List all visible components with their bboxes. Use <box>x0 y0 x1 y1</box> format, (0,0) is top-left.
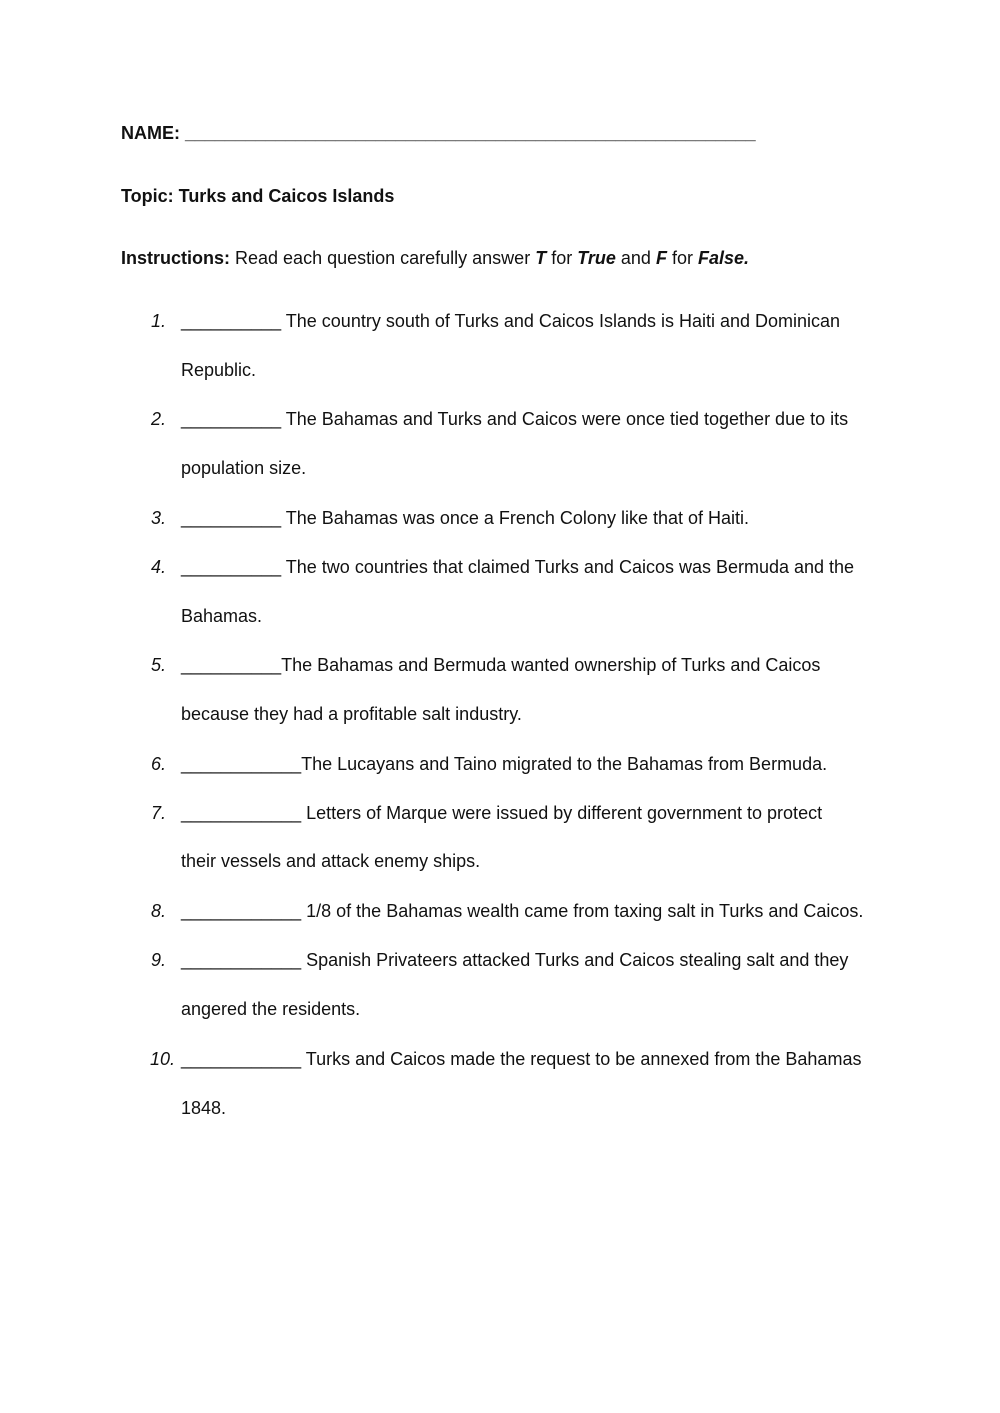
instructions-t: T <box>535 248 547 268</box>
instructions-text-4: for <box>666 248 698 268</box>
question-number: 10. <box>149 1049 175 1069</box>
instructions-true: True <box>577 248 616 268</box>
question-number: 4. <box>150 557 166 577</box>
instructions-false: False. <box>697 248 749 268</box>
question-number: 7. <box>150 803 166 823</box>
name-field <box>121 121 756 145</box>
question-text: ____________ Turks and Caicos made the request to be annexed from the Bahamas <box>181 1049 862 1069</box>
instructions-text-3: and <box>615 248 656 268</box>
question-text: ____________ Letters of Marque were issued by different government to protect <box>181 803 823 823</box>
instructions-f: F <box>655 248 667 268</box>
question-text: __________The Bahamas and Bermuda wanted ownership of Turks and Caicos <box>181 655 821 675</box>
question-text-continued: population size. <box>181 458 307 478</box>
question-text-continued: Republic. <box>181 360 257 380</box>
question-text: __________ The two countries that claimed Turks and Caicos was Bermuda and the <box>181 557 855 577</box>
question-text: __________ The Bahamas and Turks and Caicos were once tied together due to its <box>181 409 849 429</box>
instructions-text-1: Read each question carefully answer <box>230 248 536 268</box>
topic-heading: Topic: Turks and Caicos Islands <box>121 186 395 206</box>
instructions-label: Instructions: <box>121 248 231 268</box>
question-text-continued: their vessels and attack enemy ships. <box>181 851 481 871</box>
question-number: 1. <box>150 311 166 331</box>
instructions <box>121 246 749 270</box>
question-text-continued: because they had a profitable salt industry. <box>181 704 522 724</box>
question-text-continued: 1848. <box>181 1098 227 1118</box>
name-label: NAME: <box>121 123 180 143</box>
question-number: 6. <box>150 754 166 774</box>
question-text: ____________The Lucayans and Taino migrated to the Bahamas from Bermuda. <box>181 754 828 774</box>
question-number: 2. <box>150 409 166 429</box>
question-number: 5. <box>150 655 166 675</box>
question-number: 3. <box>150 508 166 528</box>
question-text: __________ The country south of Turks and Caicos Islands is Haiti and Dominican <box>181 311 841 331</box>
question-text: ____________ Spanish Privateers attacked Turks and Caicos stealing salt and they <box>181 950 849 970</box>
question-text-continued: Bahamas. <box>181 606 263 626</box>
question-text: __________ The Bahamas was once a French Colony like that of Haiti. <box>181 508 750 528</box>
question-text-continued: angered the residents. <box>181 999 361 1019</box>
question-text: ____________ 1/8 of the Bahamas wealth came from taxing salt in Turks and Caicos. <box>181 901 864 921</box>
instructions-text-2: for <box>546 248 578 268</box>
question-number: 9. <box>150 950 166 970</box>
name-blank[interactable]: _________________________________________________________ <box>185 123 756 143</box>
question-number: 8. <box>150 901 166 921</box>
